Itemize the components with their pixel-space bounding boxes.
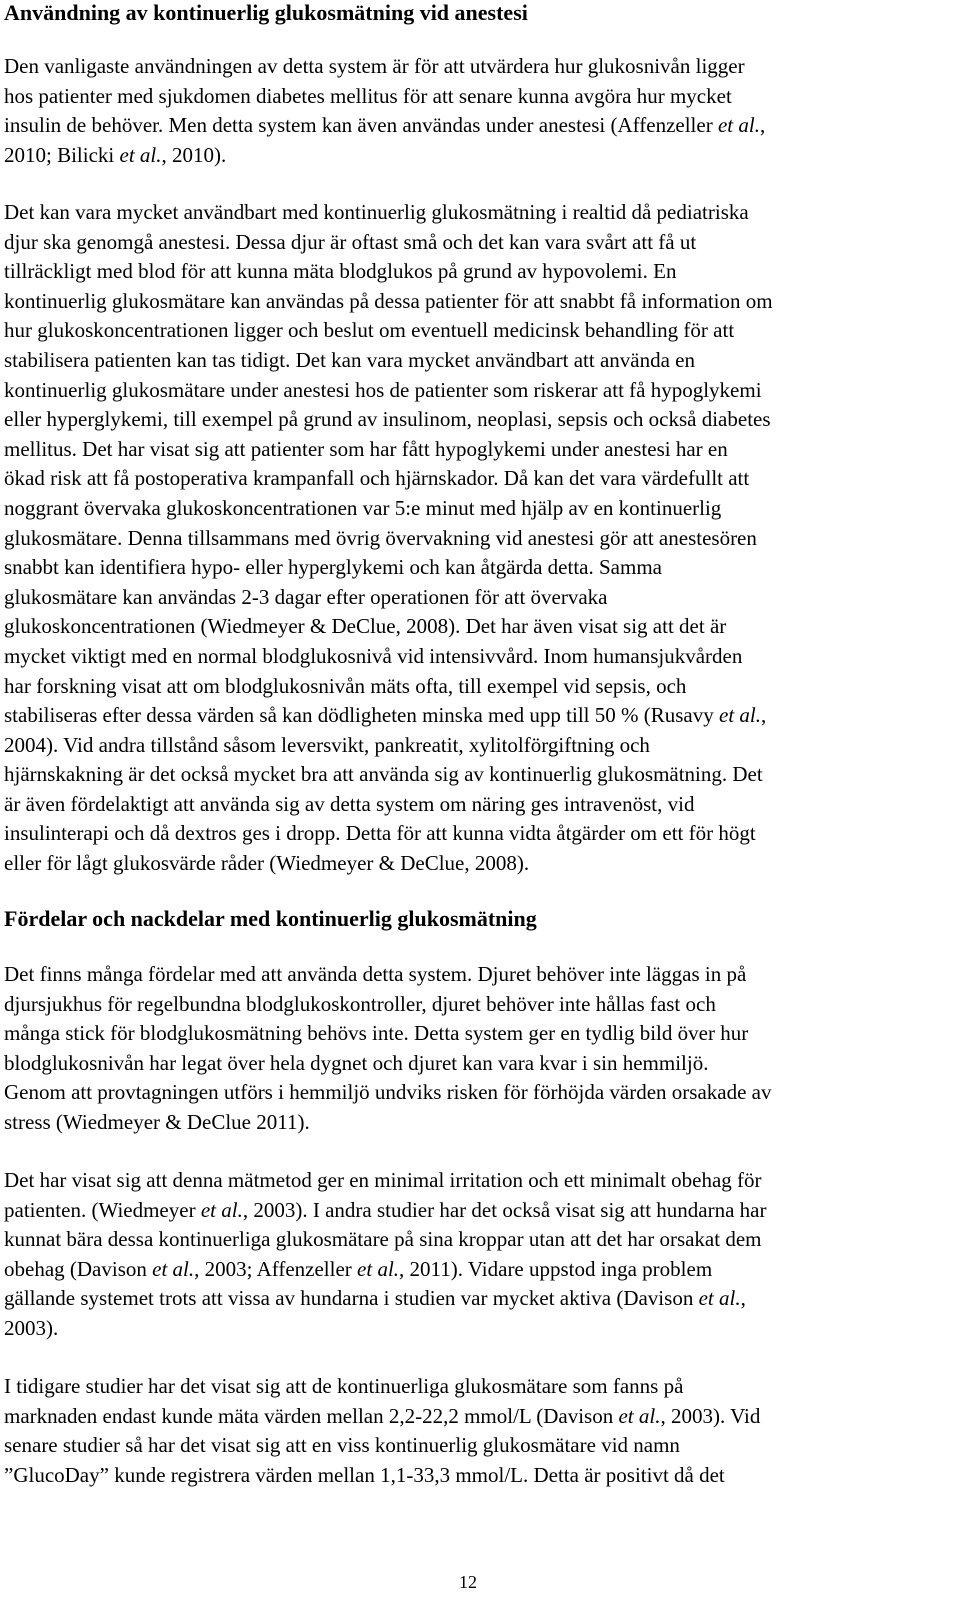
text-segment: noggrant övervaka glukoskoncentrationen var 5:e minut med hjälp av en kontinuerlig [4, 495, 722, 520]
text-line [4, 612, 773, 642]
page-number: 12 [459, 1572, 477, 1592]
text-segment: kontinuerlig glukosmätare kan användas på dessa patienter för att snabbt få information om [4, 288, 773, 313]
text-line [4, 228, 773, 258]
text-segment: glukosmätare kan användas 2-3 dagar efter operationen för att övervaka [4, 584, 608, 609]
text-line [4, 376, 773, 406]
text-segment: ”GlucoDay” kunde registrera värden mellan 1,1-33,3 mmol/L. Detta är positivt då det [4, 1462, 725, 1487]
text-line [4, 1372, 760, 1402]
italic-text: et al. [719, 703, 761, 728]
text-segment: hos patienter med sjukdomen diabetes mellitus för att senare kunna avgöra hur mycket [4, 83, 732, 108]
text-segment: kontinuerlig glukosmätare under anestesi hos de patienter som riskerar att få hypoglykemi [4, 377, 762, 402]
text-line [4, 82, 765, 112]
text-segment: eller hyperglykemi, till exempel på grund av insulinom, neoplasi, sepsis och också diabetes [4, 407, 771, 432]
text-line [4, 1461, 760, 1491]
italic-text: et al. [200, 1197, 243, 1222]
text-segment: insulin de behöver. Men detta system kan även användas under anestesi (Affenzeller [4, 113, 718, 138]
paragraph [4, 960, 771, 1138]
text-line [4, 346, 773, 376]
text-segment: , 2011). Vidare uppstod inga problem [399, 1256, 713, 1281]
text-segment: obehag (Davison [4, 1256, 153, 1281]
text-line [4, 819, 773, 849]
text-segment: insulinterapi och då dextros ges i dropp. Detta för att kunna vidta åtgärder om ett för högt [4, 821, 756, 846]
text-segment: Den vanligaste användningen av detta system är för att utvärdera hur glukosnivån ligger [4, 54, 745, 78]
text-segment: glukosmätare. Denna tillsammans med övrig övervakning vid anestesi gör att anestesören [4, 525, 757, 550]
text-line [4, 849, 773, 879]
text-segment: Det har visat sig att denna mätmetod ger en minimal irritation och ett minimalt obehag för [4, 1168, 762, 1192]
paragraph [4, 1372, 760, 1490]
text-line [4, 790, 773, 820]
text-line [4, 553, 773, 583]
text-segment: djursjukhus för regelbundna blodglukoskontroller, djuret behöver inte hållas fast och [4, 991, 716, 1016]
text-segment: 2010; Bilicki [4, 142, 120, 167]
text-segment: stress (Wiedmeyer & DeClue 2011). [4, 1109, 310, 1134]
text-segment: många stick för blodglukosmätning behövs inte. Detta system ger en tydlig bild över hur [4, 1021, 749, 1046]
text-line [4, 1078, 771, 1108]
text-segment: tillräckligt med blod för att kunna mäta blodglukos på grund av hypovolemi. En [4, 259, 677, 284]
text-segment: Genom att provtagningen utförs i hemmiljö undviks risken för förhöjda värden orsakade av [4, 1080, 772, 1105]
text-segment: eller för lågt glukosvärde råder (Wiedmeyer & DeClue, 2008). [4, 851, 530, 876]
text-segment: , 2003; Affenzeller [194, 1256, 358, 1281]
text-line [4, 198, 773, 228]
text-line [4, 52, 765, 82]
text-segment: patienten. (Wiedmeyer [4, 1197, 201, 1222]
text-line [4, 141, 765, 171]
text-segment: hjärnskakning är det också mycket bra att använda sig av kontinuerlig glukosmätning. Det [4, 762, 763, 787]
text-segment: , 2003). Vid [660, 1403, 761, 1428]
text-segment: stabilisera patienten kan tas tidigt. Det kan vara mycket användbart att använda en [4, 347, 695, 372]
text-segment: har forskning visat att om blodglukosnivån mäts ofta, till exempel vid sepsis, och [4, 673, 687, 698]
section-heading: Fördelar och nackdelar med kontinuerlig glukosmätning [4, 906, 537, 931]
italic-text: et al. [119, 142, 162, 167]
paragraph [4, 198, 773, 879]
text-segment: djur ska genomgå anestesi. Dessa djur är oftast små och det kan vara svårt att få ut [4, 229, 697, 254]
text-line [4, 1255, 767, 1285]
text-line [4, 672, 773, 702]
text-line [4, 760, 773, 790]
italic-text: et al. [717, 113, 760, 138]
text-segment: marknaden endast kunde mäta värden mellan 2,2-22,2 mmol/L (Davison [4, 1403, 619, 1428]
italic-text: et al. [618, 1403, 661, 1428]
text-segment: mellitus. Det har visat sig att patienter som har fått hypoglykemi under anestesi har en [4, 436, 728, 461]
text-line [4, 1225, 767, 1255]
text-line [4, 583, 773, 613]
paragraph [4, 52, 765, 170]
text-segment: kunnat bära dessa kontinuerliga glukosmätare på sina kroppar utan att det har orsakat dem [4, 1227, 762, 1252]
text-line [4, 990, 771, 1020]
text-segment: Det finns många fördelar med att använda detta system. Djuret behöver inte läggas in på [4, 962, 747, 986]
text-line [4, 316, 773, 346]
text-segment: snabbt kan identifiera hypo- eller hyperglykemi och kan åtgärda detta. Samma [4, 555, 662, 580]
text-line [4, 405, 773, 435]
text-segment: mycket viktigt med en normal blodglukosnivå vid intensivvård. Inom humansjukvården [4, 643, 743, 668]
text-segment: Det kan vara mycket användbart med kontinuerlig glukosmätning i realtid då pediatriska [4, 200, 749, 224]
text-line [4, 642, 773, 672]
text-segment: , [759, 113, 766, 138]
text-line [4, 960, 771, 990]
text-line [4, 1019, 771, 1049]
text-line [4, 731, 773, 761]
text-line [4, 1196, 767, 1226]
text-segment: , [740, 1286, 746, 1311]
text-segment: 2004). Vid andra tillstånd såsom leversvikt, pankreatit, xylitolförgiftning och [4, 732, 650, 757]
text-line [4, 1314, 767, 1344]
text-segment: är även fördelaktigt att använda sig av detta system om näring ges intravenöst, vid [4, 791, 695, 816]
text-line [4, 1049, 771, 1079]
text-line [4, 111, 765, 141]
text-line [4, 1284, 767, 1314]
text-segment: blodglukosnivån har legat över hela dygnet och djuret kan vara kvar i sin hemmiljö. [4, 1050, 709, 1075]
text-line [4, 287, 773, 317]
text-line [4, 1431, 760, 1461]
text-line [4, 524, 773, 554]
text-line [4, 464, 773, 494]
text-line [4, 701, 773, 731]
paragraph [4, 1166, 767, 1344]
text-line [4, 435, 773, 465]
italic-text: et al. [152, 1256, 195, 1281]
text-segment: glukoskoncentrationen (Wiedmeyer & DeClue, 2008). Det har även visat sig att det är [4, 614, 727, 639]
text-segment: , 2010). [161, 142, 227, 167]
italic-text: et al. [698, 1286, 741, 1311]
text-line [4, 1166, 767, 1196]
text-segment: ökad risk att få postoperativa krampanfall och hjärnskador. Då kan det vara värdefullt att [4, 466, 750, 491]
section-heading: Användning av kontinuerlig glukosmätning vid anestesi [4, 0, 528, 25]
text-segment: gällande systemet trots att vissa av hundarna i studien var mycket aktiva (Davison [4, 1286, 699, 1311]
text-line [4, 257, 773, 287]
text-segment: I tidigare studier har det visat sig att de kontinuerliga glukosmätare som fanns på [4, 1374, 684, 1398]
italic-text: et al. [357, 1256, 400, 1281]
text-segment: hur glukoskoncentrationen ligger och beslut om eventuell medicinsk behandling för att [4, 318, 735, 343]
text-line [4, 1402, 760, 1432]
text-segment: , 2003). I andra studier har det också visat sig att hundarna har [242, 1197, 767, 1222]
text-segment: , [761, 703, 767, 728]
text-segment: 2003). [4, 1315, 59, 1340]
text-line [4, 494, 773, 524]
text-segment: senare studier så har det visat sig att en viss kontinuerlig glukosmätare vid namn [4, 1433, 680, 1458]
text-segment: stabiliseras efter dessa värden så kan dödligheten minska med upp till 50 % (Rusavy [4, 703, 719, 728]
text-line [4, 1108, 771, 1138]
